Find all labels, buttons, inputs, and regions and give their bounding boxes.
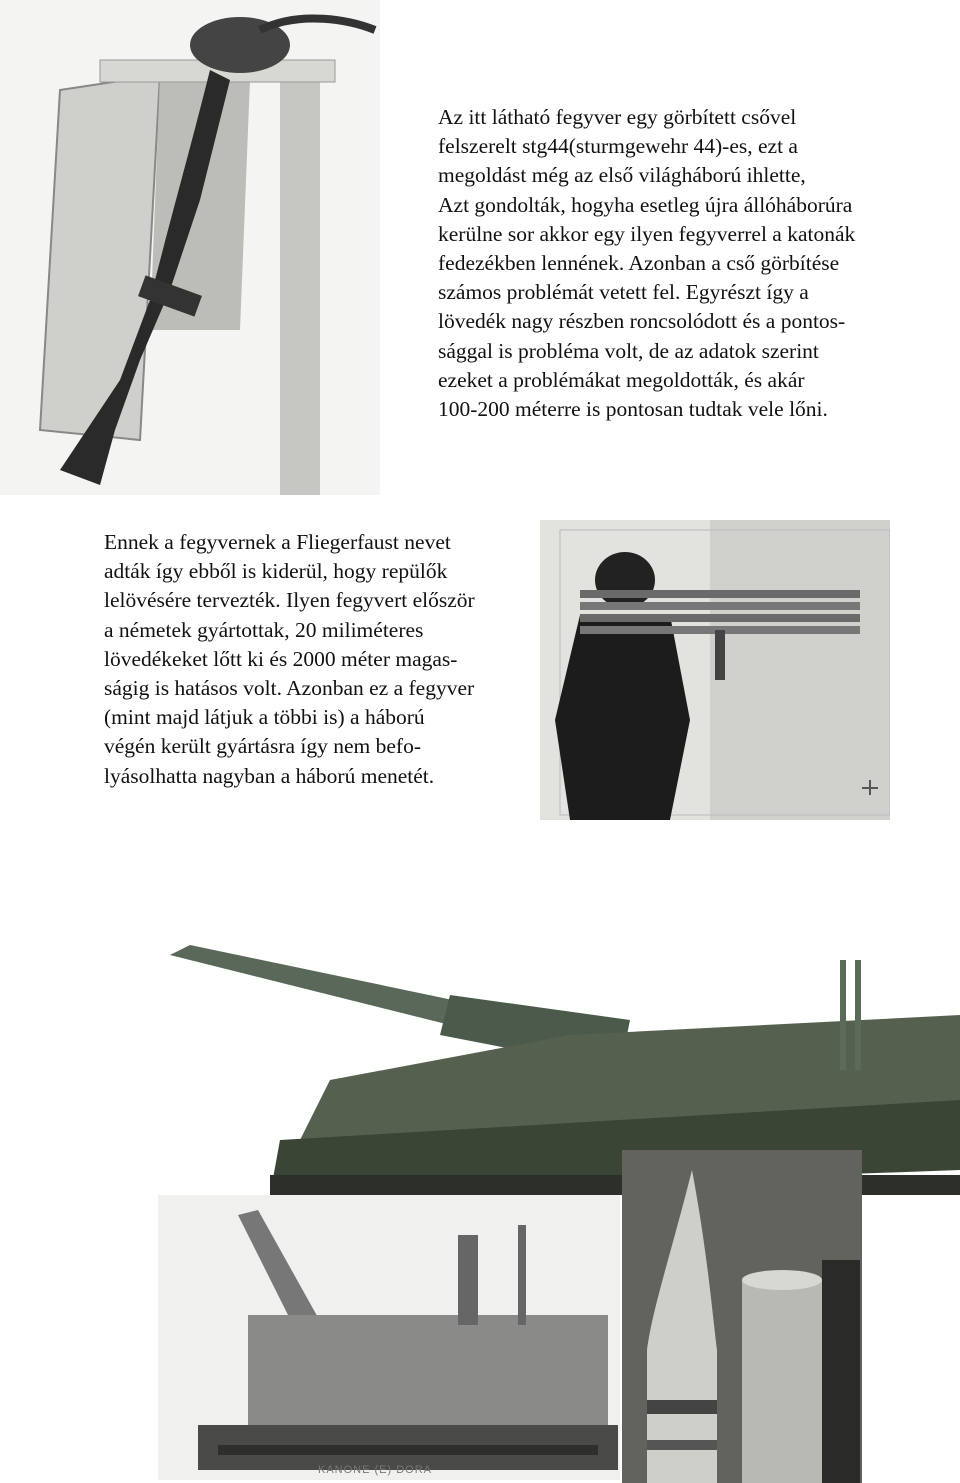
text-line: kerülne sor akkor egy ilyen fegyverrel a katonák	[438, 221, 856, 246]
text-line: a németek gyártottak, 20 miliméteres	[104, 617, 424, 642]
fliegerfaust-soldier-photo	[540, 520, 890, 820]
text-line: 100-200 méterre is pontosan tudtak vele lőni.	[438, 397, 828, 422]
text-line: végén került gyártásra így nem befo-	[104, 734, 421, 759]
stg44-curved-barrel-photo	[0, 0, 380, 495]
text-line: lyásolhatta nagyban a háború menetét.	[104, 763, 435, 788]
train-photo-caption: KANONE (E) DORA	[318, 1464, 433, 1476]
railway-gun-bw-drawing	[158, 1195, 620, 1480]
text-line: sággal is probléma volt, de az adatok szerint	[438, 338, 819, 363]
text-line: Az itt látható fegyver egy görbített csővel	[438, 105, 797, 129]
artillery-shell-drawing	[622, 1150, 862, 1483]
text-line: fedezékben lennének. Azonban a cső görbítése	[438, 251, 840, 276]
stg44-description	[438, 103, 855, 424]
text-line: Azt gondolták, hogyha esetleg újra állóháborúra	[438, 192, 853, 217]
text-line: (mint majd látjuk a többi is) a háború	[104, 705, 425, 730]
text-line: számos problémát vetett fel. Egyrészt így a	[438, 280, 809, 305]
text-line: megoldást még az első világháború ihlette,	[438, 163, 806, 188]
text-line: ságig is hatásos volt. Azonban ez a fegyver	[104, 676, 475, 701]
artillery-shell-photo	[622, 1150, 862, 1483]
text-line: lelövésére tervezték. Ilyen fegyvert először	[104, 588, 475, 613]
fliegerfaust-photo-drawing	[540, 520, 890, 820]
text-line: Ennek a fegyvernek a Fliegerfaust nevet	[104, 530, 451, 554]
fliegerfaust-description	[104, 528, 475, 791]
text-line: ezeket a problémákat megoldották, és akár	[438, 367, 805, 392]
text-line: felszerelt stg44(sturmgewehr 44)-es, ezt a	[438, 134, 798, 159]
text-line: lövedékeket lőtt ki és 2000 méter magas-	[104, 646, 458, 671]
text-line: adták így ebből is kiderül, hogy repülők	[104, 559, 448, 584]
stg44-photo-drawing	[0, 0, 380, 495]
text-line: lövedék nagy részben roncsolódott és a pontos-	[438, 309, 846, 334]
railway-gun-bw-photo	[158, 1195, 620, 1480]
